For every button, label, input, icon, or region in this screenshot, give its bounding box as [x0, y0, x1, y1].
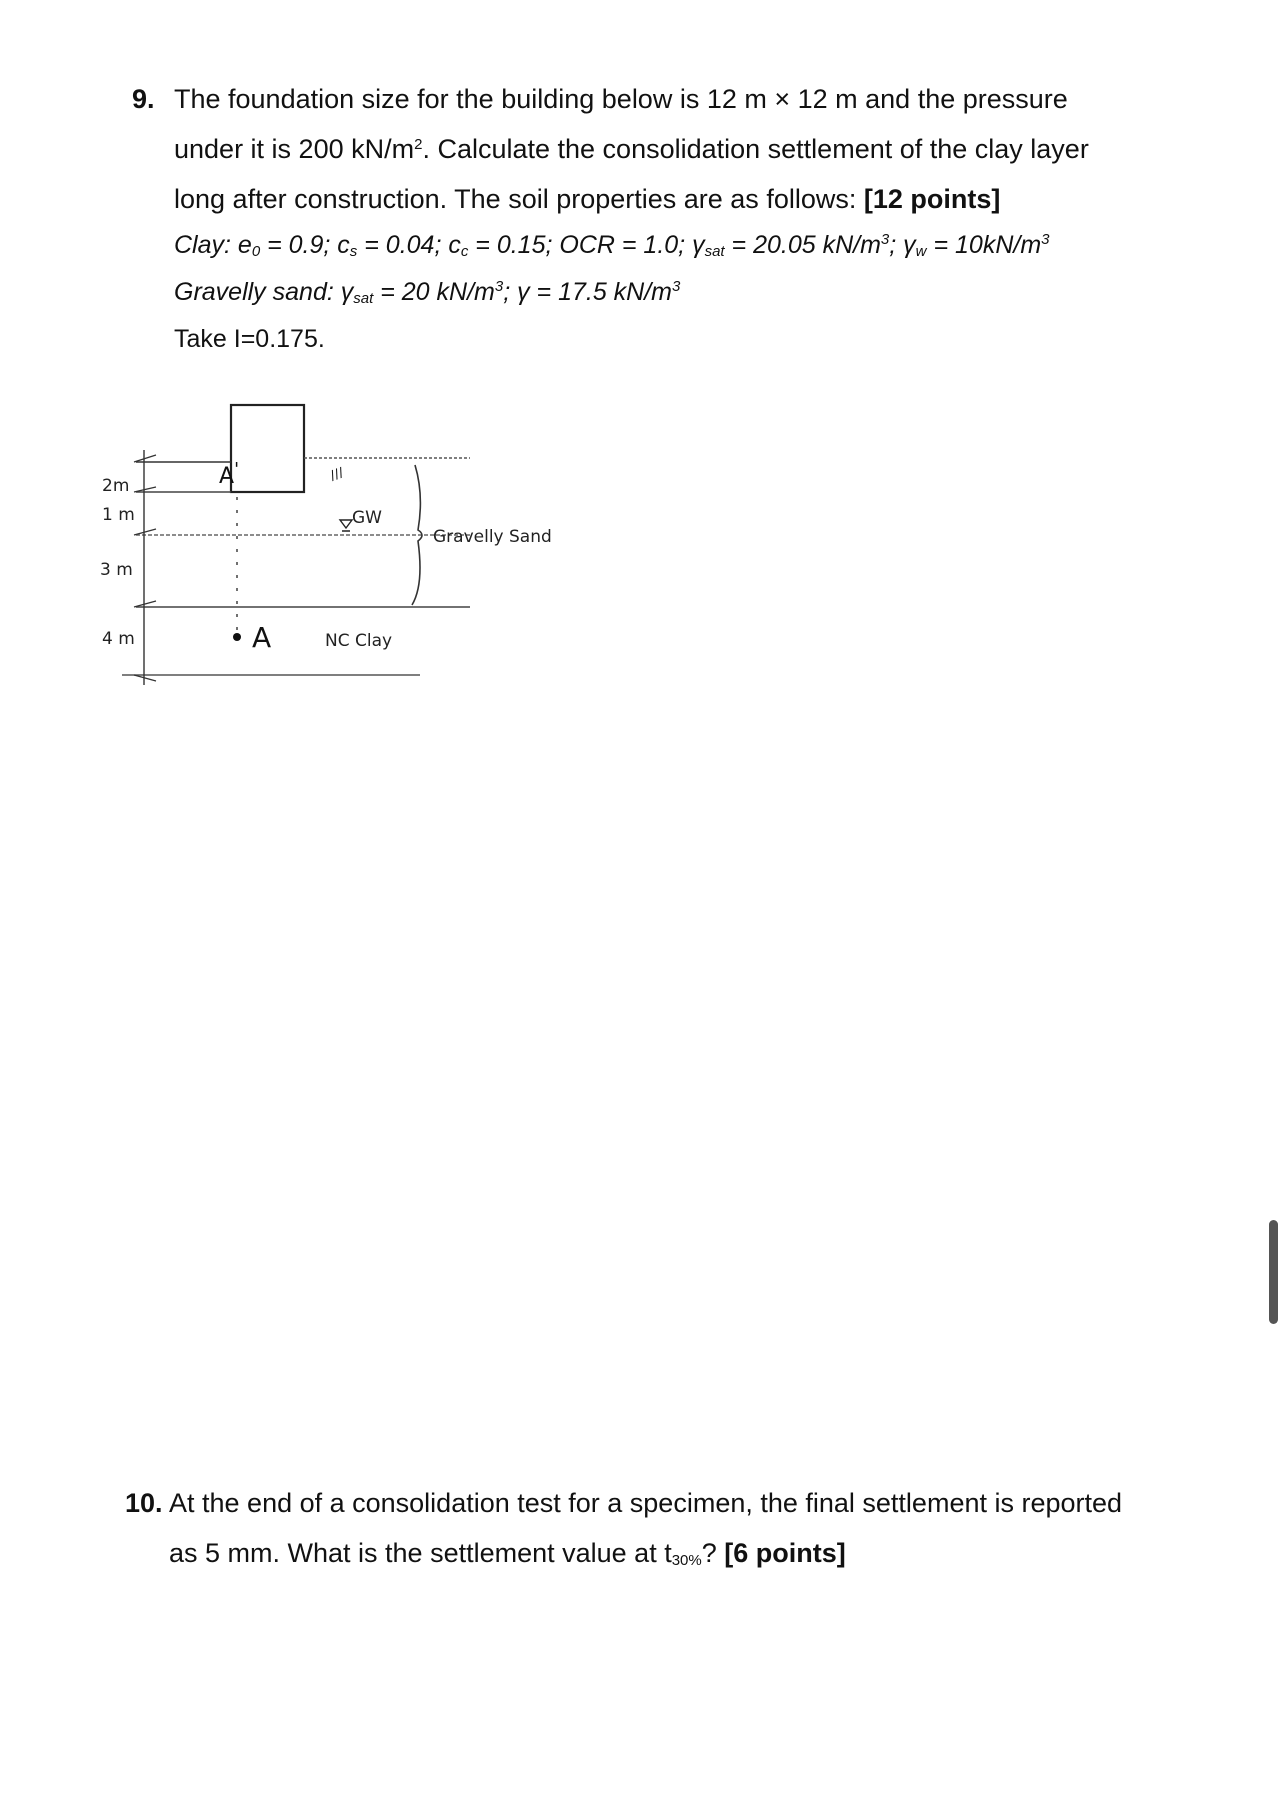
question-body: [169, 1478, 1195, 1578]
soil-properties: [174, 222, 1192, 363]
dimension-label-1m: 1 m: [102, 505, 135, 525]
point-a-label: A: [252, 621, 272, 654]
clay-properties: Clay: $e_0 = 0.9$; $c_s = 0.04$; $c_c = 0.15$; OCR = 1.0; $\gamma_{sat} = 20.05$ $kN/m^3$; $\gamma_w = 10kN/m^3$: [174, 231, 1050, 260]
question-line-2: under it is 200 $kN/m^2$. Calculate the consolidation settlement of the clay layer: [174, 134, 1089, 164]
nc-clay-label: NC Clay: [325, 631, 393, 651]
dimension-label-4m: 4 m: [102, 629, 135, 649]
question-line-2: as 5 mm. What is the settlement value at $t_{30\%}$? [6 points]: [169, 1538, 846, 1569]
question-number: 10.: [125, 1488, 163, 1518]
sand-properties: Gravelly sand: $\gamma_{sat} = 20$ $kN/m^3$; γ = 17.5 $kN/m^3$: [174, 278, 681, 307]
gw-label: GW: [352, 508, 382, 528]
footing: [231, 405, 304, 492]
soil-profile-diagram: [100, 395, 660, 695]
question-line-3: long after construction. The soil properties are as follows: [12 points]: [174, 184, 1001, 214]
hatch-mark: ///: [328, 465, 346, 484]
question-9: [132, 74, 1192, 363]
gravelly-sand-label: Gravelly Sand: [433, 527, 552, 547]
question-number: 9.: [132, 84, 155, 114]
dimension-label-3m: 3 m: [100, 560, 133, 580]
question-body: [174, 74, 1192, 363]
question-line-1: The foundation size for the building below is 12 m × 12 m and the pressure: [174, 84, 1068, 114]
scrollbar-thumb[interactable]: [1269, 1220, 1278, 1324]
points-label: [6 points]: [724, 1538, 846, 1568]
take-influence-factor: Take I=0.175.: [174, 325, 325, 353]
water-table-icon: [340, 520, 352, 531]
question-line-1: At the end of a consolidation test for a specimen, the final settlement is reported: [169, 1488, 1123, 1518]
points-label: [12 points]: [863, 184, 1001, 214]
question-10: [125, 1478, 1195, 1578]
point-a-marker: [233, 633, 241, 641]
dimension-label-2m: 2m: [102, 476, 130, 496]
point-a-prime-label: A': [219, 459, 240, 489]
